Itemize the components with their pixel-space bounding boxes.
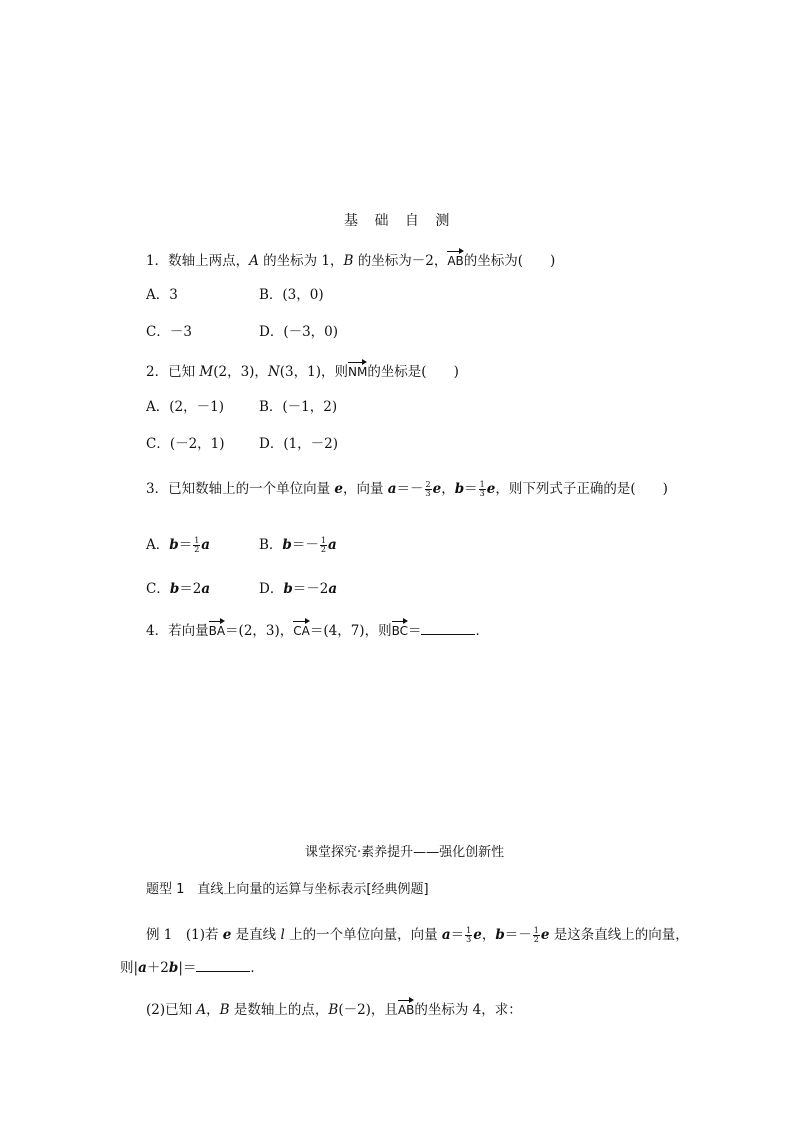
- q3-text-d: ，: [441, 481, 455, 497]
- q1-vector-ab: AB: [447, 249, 463, 270]
- q2-vector-nm: NM: [348, 360, 367, 381]
- section-title-classroom: 课堂探究·素养提升——强化创新性: [305, 845, 505, 860]
- ex1-text-a: 例 1 (1)若: [146, 927, 223, 943]
- q3-var-e: e: [334, 481, 343, 497]
- ex1-text-d: ＝: [450, 927, 465, 943]
- q2-text-c: (3，1)，则: [279, 364, 348, 380]
- q2-text-a: 2．已知: [146, 364, 200, 380]
- q4-text-e: ．: [475, 623, 489, 639]
- question-2-stem: [146, 360, 459, 381]
- example-1-part-2: (2)已知 A，B 是数轴上的点，B(－2)，且AB的坐标为 4，求：: [146, 998, 522, 1019]
- q3-text-e: ＝: [464, 481, 478, 497]
- ex1-var-e: e: [222, 927, 232, 943]
- q4-text-c: ＝(4，7)，则: [309, 623, 392, 639]
- q3-var-b: b: [454, 481, 465, 497]
- question-1-stem: [146, 249, 555, 270]
- ex1-var-l: l: [280, 927, 285, 943]
- q2-text-d: 的坐标是( ): [367, 364, 459, 380]
- q1-point-b: B: [343, 253, 354, 269]
- q2-option-c: C．(－2，1): [146, 436, 225, 452]
- ex1-fraction-2: $\frac{1}{2}$: [533, 926, 539, 944]
- q3-option-d: D．b＝－2a: [259, 581, 338, 597]
- q1-text-a: 1．数轴上两点，: [146, 253, 250, 269]
- q1-option-a: A．3: [146, 287, 178, 303]
- q1-option-b: B．(3，0): [259, 287, 324, 303]
- q4-answer-blank[interactable]: [421, 621, 475, 635]
- q3-option-b: B．b＝－ $\frac{1}{2}$ a: [259, 536, 337, 554]
- q4-vector-ca: CA: [293, 619, 310, 640]
- q2-option-d: D．(1，－2): [259, 436, 339, 452]
- ex1-text-c: 上的一个单位向量，向量: [284, 927, 442, 943]
- q2-text-b: (2，3)，: [213, 364, 268, 380]
- ex1-var-a: a: [441, 927, 451, 943]
- q3-var-a: a: [387, 481, 397, 497]
- example-1-part-1-answer: 则|a＋2b|＝ ．: [120, 960, 264, 976]
- q3-option-a: A．b＝ $\frac{1}{2}$ a: [146, 536, 211, 554]
- ex1-vector-ab: AB: [398, 998, 414, 1019]
- ex1-answer-blank[interactable]: [196, 958, 250, 972]
- q1-option-c: C．－3: [146, 324, 192, 340]
- q3-text-c: ＝－: [396, 481, 424, 497]
- section-title-basic-test: 基 础 自 测: [344, 213, 456, 229]
- ex1-fraction-1: $\frac{1}{3}$: [466, 926, 472, 944]
- q3-text-b: ，向量: [342, 481, 388, 497]
- q2-point-n: N: [267, 364, 280, 380]
- q2-point-m: M: [199, 364, 214, 380]
- question-3-stem: [146, 480, 668, 498]
- q2-option-a: A．(2，－1): [146, 399, 224, 415]
- example-1-part-1: 例 1 (1)若 e 是直线 l 上的一个单位向量，向量 a＝ $\frac{1}{3}$ e，b＝－ $\frac{1}{2}$ e 是这条直线上的向量，: [146, 926, 689, 944]
- q4-text-d: ＝: [407, 623, 422, 639]
- q4-vector-ba: BA: [209, 619, 225, 640]
- q2-option-b: B．(－1，2): [259, 399, 338, 415]
- q3-text-f: ，则下列式子正确的是( ): [495, 481, 668, 497]
- q1-text-c: 的坐标为－2，: [353, 253, 448, 269]
- q4-text-a: 4．若向量: [146, 623, 209, 639]
- ex1-var-b: b: [495, 927, 505, 943]
- q3-var-e-3: e: [486, 481, 496, 497]
- ex1-text-b: 是直线: [231, 927, 281, 943]
- q3-fraction-1: $\frac{2}{3}$: [425, 480, 431, 498]
- q3-var-e-2: e: [432, 481, 442, 497]
- q1-point-a: A: [249, 253, 259, 269]
- question-4-stem: [146, 619, 489, 640]
- q4-text-b: ＝(2，3)，: [225, 623, 294, 639]
- type-1-heading: 题型 1 直线上向量的运算与坐标表示[经典例题]: [146, 882, 429, 897]
- q3-option-c: C．b＝2a: [146, 581, 211, 597]
- q1-text-d: 的坐标为( ): [463, 253, 556, 269]
- q3-fraction-2: $\frac{1}{3}$: [479, 480, 485, 498]
- q3-text-a: 3．已知数轴上的一个单位向量: [146, 481, 335, 497]
- q4-vector-bc: BC: [392, 619, 408, 640]
- q1-option-d: D．(－3，0): [259, 324, 339, 340]
- q1-text-b: 的坐标为 1，: [258, 253, 344, 269]
